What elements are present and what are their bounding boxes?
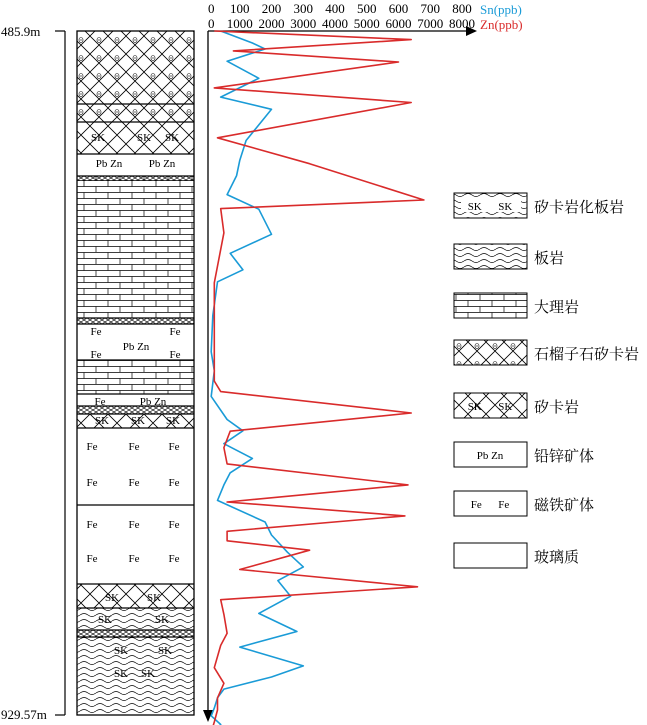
lithology-label: Pb Zn: [148, 158, 176, 170]
lithology-label: SK: [146, 592, 162, 604]
lithology-label: Fe: [86, 553, 98, 565]
lithology-label: Fe: [86, 477, 98, 489]
legend-item-glassy: [454, 543, 579, 568]
lithology-label: SK: [113, 645, 129, 657]
depth-top-label: 485.9m: [1, 24, 41, 39]
lithology-label: SK: [90, 132, 106, 144]
legend-item-skarnized-slate: [454, 193, 624, 218]
sn-axis-label: Sn(ppb): [480, 2, 522, 17]
legend-swatch-text: Pb Zn: [476, 450, 504, 462]
lithology-label: SK: [130, 415, 146, 427]
zn-series-line: [211, 31, 424, 725]
lithology-label: Fe: [128, 519, 140, 531]
sn-tick-label: 200: [261, 1, 282, 16]
lithology-label: Fe: [168, 553, 180, 565]
legend-label: 石榴子石矽卡岩: [534, 345, 640, 363]
legend-item-skarn: [454, 393, 579, 418]
lithology-label: Fe: [94, 396, 106, 408]
legend-item-marble: [454, 293, 579, 318]
legend-label: 板岩: [534, 249, 565, 267]
lithology-label: Pb Zn: [139, 396, 167, 408]
legend-swatch: [454, 340, 527, 365]
lithology-label: SK: [140, 668, 156, 680]
lithology-label: Fe: [169, 326, 181, 338]
legend: [454, 193, 639, 568]
legend-item-pbzn-ore: [454, 442, 594, 467]
legend-swatch-text: SK SK: [467, 201, 513, 213]
sn-tick-label: 400: [325, 1, 345, 16]
lithology-label: Fe: [90, 349, 102, 361]
depth-bottom-label: 929.57m: [1, 707, 47, 722]
lithology-label: Fe: [128, 553, 140, 565]
lithology-label: Fe: [168, 477, 180, 489]
legend-item-slate: [454, 244, 564, 269]
sn-tick-label: 800: [452, 1, 472, 16]
lithology-label: SK: [157, 645, 173, 657]
lithology-column: [77, 31, 194, 715]
sn-tick-label: 0: [208, 1, 215, 16]
lithology-label: Pb Zn: [95, 158, 123, 170]
legend-swatch: [454, 244, 527, 269]
lithology-label: Fe: [86, 519, 98, 531]
sn-tick-label: 600: [388, 1, 409, 16]
legend-swatch-text: Fe Fe: [470, 499, 510, 511]
legend-label: 玻璃质: [534, 548, 580, 566]
lithology-label: Fe: [128, 477, 140, 489]
lithology-label: Fe: [90, 326, 102, 338]
legend-swatch: [454, 543, 527, 568]
depth-scale: [1, 24, 65, 722]
lithology-label: SK: [97, 614, 113, 626]
zn-tick-label: 3000: [290, 16, 317, 31]
legend-label: 铅锌矿体: [534, 447, 595, 465]
zn-tick-label: 8000: [449, 16, 475, 31]
lithology-label: Pb Zn: [122, 341, 150, 353]
lithology-label: SK: [113, 668, 129, 680]
sn-tick-label: 100: [230, 1, 250, 16]
lithology-label: Fe: [128, 441, 140, 453]
lithology-label: Fe: [169, 349, 181, 361]
legend-label: 矽卡岩: [534, 398, 580, 416]
legend-label: 磁铁矿体: [534, 496, 595, 514]
zn-axis-label: Zn(ppb): [480, 17, 523, 32]
lithology-label: SK: [154, 614, 170, 626]
lithology-label: Fe: [86, 441, 98, 453]
zn-tick-label: 5000: [353, 16, 380, 31]
zn-tick-label: 1000: [226, 16, 253, 31]
zn-tick-label: 4000: [322, 16, 348, 31]
legend-item-garnet-skarn: [454, 340, 639, 365]
zn-tick-label: 6000: [385, 16, 412, 31]
zn-tick-label: 2000: [258, 16, 285, 31]
zn-tick-label: 7000: [417, 16, 444, 31]
lithology-label: SK: [104, 592, 120, 604]
sn-tick-label: 700: [420, 1, 440, 16]
lithology-label: SK: [136, 132, 152, 144]
zn-tick-label: 0: [208, 16, 215, 31]
lithology-label: Fe: [168, 441, 180, 453]
lithology-label: SK: [164, 132, 180, 144]
legend-swatch-text: SK SK: [467, 401, 513, 413]
legend-item-magnetite-ore: [454, 491, 594, 516]
legend-swatch: [454, 293, 527, 318]
lithology-label: SK: [94, 415, 110, 427]
sn-tick-label: 500: [357, 1, 377, 16]
sn-tick-label: 300: [293, 1, 313, 16]
lithology-label: SK: [165, 415, 181, 427]
legend-label: 大理岩: [534, 298, 580, 316]
legend-label: 矽卡岩化板岩: [534, 198, 625, 216]
series-layer: [211, 31, 424, 725]
lithology-label: Fe: [168, 519, 180, 531]
